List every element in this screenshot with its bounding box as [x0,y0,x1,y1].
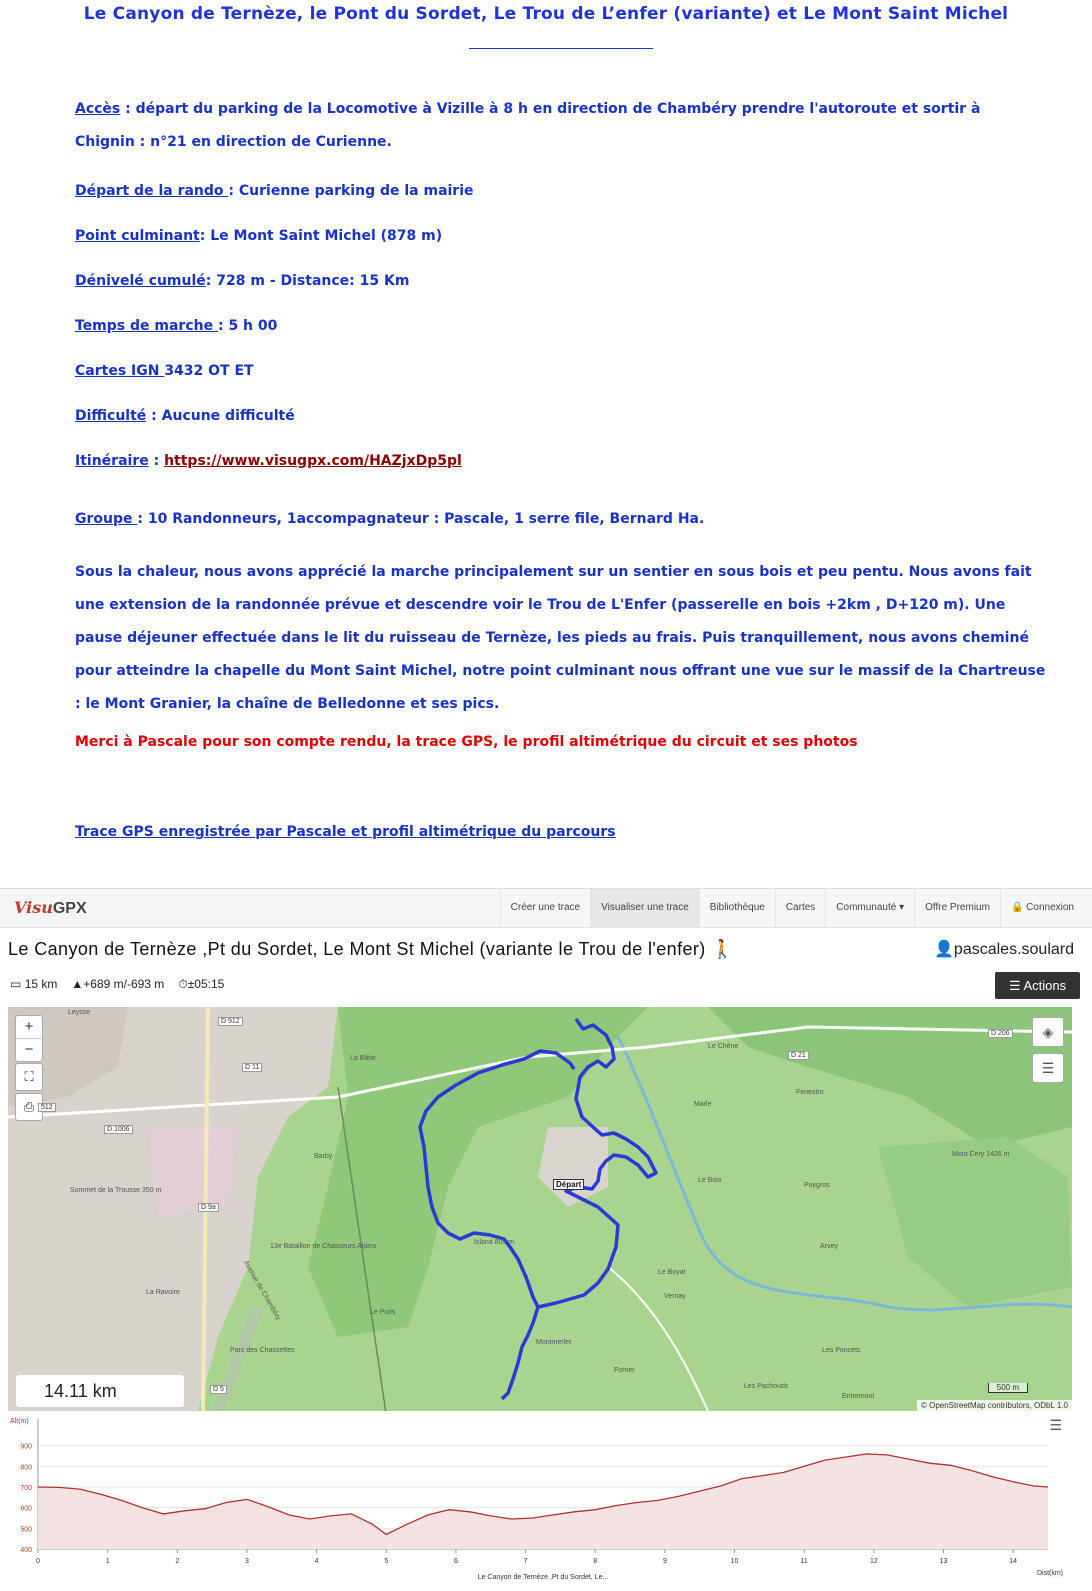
road-label-d206: D 206 [988,1029,1013,1038]
groupe-line [75,511,704,527]
x-tick-label: 13 [939,1558,948,1565]
map-menu-icon[interactable]: ☰ [1032,1053,1064,1083]
nav-visualiser[interactable]: Visualiser une trace [590,889,699,927]
fullscreen-icon[interactable]: ⛶ [15,1063,43,1091]
map-attribution[interactable]: © OpenStreetMap contributors, ODbL 1.0 [917,1400,1072,1411]
road-label-d21: D 21 [788,1051,809,1060]
page-title: Le Canyon de Ternèze, le Pont du Sordet, Le Trou de L’enfer (variante) et Le Mont Saint Michel [83,4,1009,24]
label-lesponcets: Les Poncets [822,1347,861,1354]
track-title: Le Canyon de Ternèze ,Pt du Sordet, Le Mont St Michel (variante le Trou de l'enfer) 🚶 [8,939,734,959]
denivele-text: : 728 m - Distance: 15 Km [205,273,410,289]
y-tick-label: 900 [20,1443,32,1451]
label-lebois: Le Bois [698,1177,722,1184]
label-entremont: Entremont [842,1393,875,1400]
road-south [608,1267,708,1411]
groupe-text: : 10 Randonneurs, 1accompagnateur : Pascale, 1 serre file, Bernard Ha. [137,511,705,527]
label-fenestro: Fenestro [796,1089,824,1096]
x-tick-label: 2 [175,1558,180,1565]
chart-title: Le Canyon de Ternèze ,Pt du Sordet, Le... [477,1574,609,1581]
label-arvey: Arvey [820,1243,838,1250]
mountain-icon: ▲ [71,977,84,991]
stat-time: ⏱±05:15 [178,977,225,991]
label-barby: Barby [314,1153,333,1160]
x-tick-label: 10 [730,1558,739,1565]
trace-line [75,824,616,840]
actions-button[interactable]: ☰ Actions [995,972,1080,999]
label-avenue: Avenue de Chambéry [241,1259,282,1322]
x-tick-label: 3 [245,1558,249,1565]
denivele-label: Dénivelé cumulé [75,273,206,289]
ruler-icon: ▭ [10,977,22,991]
nav-bibliotheque[interactable]: Bibliothèque [699,889,775,927]
title-underline [469,48,653,49]
hiker-icon: 🚶 [711,939,734,959]
label-lechene: Le Chêne [708,1043,739,1050]
industrial-area [148,1127,238,1217]
cartes-line [75,363,254,379]
label-lepuits: Le Puits [370,1309,396,1316]
point-label: Point culminant [75,228,200,244]
itineraire-line [75,453,462,469]
depart-marker[interactable]: Départ [553,1179,584,1190]
y-tick-label: 400 [20,1547,32,1554]
x-tick-label: 1 [105,1558,110,1565]
point-text: : Le Mont Saint Michel (878 m) [199,228,443,244]
x-tick-label: 4 [314,1558,319,1565]
groupe-label: Groupe [75,511,138,527]
depart-label: Départ de la rando [75,183,229,199]
nav-creer[interactable]: Créer une trace [500,889,590,927]
elevation-profile[interactable] [8,1413,1072,1586]
print-icon[interactable]: ⎙ [15,1093,43,1121]
difficulte-line [75,408,295,424]
acces-line [75,101,980,117]
label-leysse: Leysse [68,1009,91,1016]
stat-distance: ▭ 15 km [10,977,58,991]
label-labatie: La Bâtie [350,1055,376,1062]
recit-paragraph: Sous la chaleur, nous avons apprécié la marche principalement sur un sentier en sous bois et peu pentu. Nous avons fait une extension de la randonnée prévue et descendre voir le Trou de L'Enfer (passerelle en bois +2km , D+120 m). Une pause déjeuner effectuée dans le lit du ruisseau de Ternèze, les pieds au frais. Puis tranquillement, nous avons cheminé pour atteindre la chapelle du Mont Saint Michel, notre point culminant nous offrant une vue sur le massif de la Chartreuse : le Mont Granier, la chaîne de Belledonne et ses pics. [75,564,1046,712]
visugpx-nav [500,889,1084,927]
y-tick-label: 800 [20,1464,32,1472]
itineraire-link[interactable]: https://www.visugpx.com/HAZjxDp5pl [164,453,462,469]
label-island: Island 809 m [474,1239,515,1246]
elevation-chart [8,1413,1072,1586]
denivele-line [75,273,409,289]
point-line [75,228,442,244]
x-tick-label: 7 [523,1558,528,1565]
acces-line-2: Chignin : n°21 en direction de Curienne. [75,134,392,150]
nav-premium[interactable]: Offre Premium [914,889,1000,927]
road-label-d5: D 5 [210,1385,227,1394]
label-montcery: Mont Cery 1426 m [952,1151,1010,1158]
nav-connexion[interactable]: 🔒 Connexion [1000,889,1084,927]
elevation-area [38,1454,1048,1549]
cartes-text: 3432 OT ET [164,363,254,379]
label-bataillon: 13e Bataillon de Chasseurs Alpins [270,1243,377,1250]
y-tick-label: 500 [20,1526,32,1534]
zoom-out-button[interactable]: − [24,1041,34,1058]
x-tick-label: 6 [453,1558,458,1565]
visugpx-topbar [0,889,1092,928]
y-axis-label: Alt(m) [10,1418,29,1425]
label-puygros: Puygros [804,1182,830,1189]
label-lespachouds: Les Pachouds [744,1383,789,1390]
user-link[interactable]: 👤pascales.soulard [934,941,1074,958]
temps-line [75,318,277,334]
map[interactable] [8,1007,1072,1411]
stopwatch-icon: ⏱ [178,977,188,991]
label-marle: Marle [694,1101,712,1108]
x-tick-label: 0 [36,1558,40,1565]
forest-area-e [878,1137,1072,1307]
x-tick-label: 14 [1009,1558,1018,1565]
track-stats [10,977,224,992]
x-tick-label: 8 [593,1558,598,1565]
label-chassettes: Parc des Chassettes [230,1347,295,1354]
itineraire-sep: : [148,453,165,469]
chart-menu-icon[interactable]: ☰ [1049,1417,1062,1433]
depart-line [75,183,474,199]
label-leboyat: Le Boyat [658,1269,686,1276]
road-label-d11: D 11 [242,1063,262,1072]
road-label-512: 512 [38,1103,56,1112]
acces-text: : départ du parking de la Locomotive à Vizille à 8 h en direction de Chambéry prendre l'autoroute et sortir à [120,101,981,117]
label-laravoire: La Ravoire [146,1289,180,1296]
map-scale: 500 m [988,1383,1028,1393]
label-fornet: Fornet [614,1367,635,1374]
zoom-in-button[interactable]: + [16,1016,42,1039]
x-axis-label: Dist(km) [1036,1570,1064,1577]
trace-link[interactable]: Trace GPS enregistrée par Pascale et profil altimétrique du parcours [75,824,616,840]
y-tick-label: 700 [20,1485,32,1492]
nav-cartes[interactable]: Cartes [775,889,825,927]
road-label-d1006: D 1006 [104,1125,133,1134]
visugpx-logo[interactable]: VisuGPX [14,898,87,917]
x-tick-label: 9 [662,1558,667,1565]
map-canvas [8,1007,1072,1411]
difficulte-label: Difficulté [75,408,147,424]
difficulte-text: : Aucune difficulté [146,408,295,424]
nav-communaute[interactable]: Communauté ▾ [825,889,914,927]
x-tick-label: 11 [800,1558,808,1565]
label-sommet: Sommet de la Trousse 350 m [70,1187,162,1194]
stat-elevation: ▲+689 m/-693 m [71,977,165,991]
temps-label: Temps de marche [75,318,218,334]
cartes-label: Cartes IGN [75,363,165,379]
label-vernay: Vernay [664,1293,686,1300]
menu-icon: ☰ [1008,978,1021,993]
x-tick-label: 12 [869,1558,878,1565]
road-label-d912: D 912 [218,1017,243,1026]
zoom-control [15,1015,43,1062]
distance-display: 14.11 km [16,1375,184,1407]
user-icon: 👤 [934,941,954,958]
acces-label: Accès [75,101,121,117]
x-tick-label: 5 [384,1558,389,1565]
visugpx-screenshot [0,888,1092,1586]
layers-icon[interactable]: ◈ [1032,1017,1064,1047]
depart-text: : Curienne parking de la mairie [228,183,474,199]
road-label-d9a: D 9a [198,1203,219,1212]
label-montmerlet: Montmerlet [536,1339,572,1346]
itineraire-label: Itinéraire [75,453,149,469]
y-tick-label: 600 [20,1505,32,1513]
merci-line: Merci à Pascale pour son compte rendu, la trace GPS, le profil altimétrique du circuit et ses photos [75,734,858,750]
temps-text: : 5 h 00 [217,318,278,334]
